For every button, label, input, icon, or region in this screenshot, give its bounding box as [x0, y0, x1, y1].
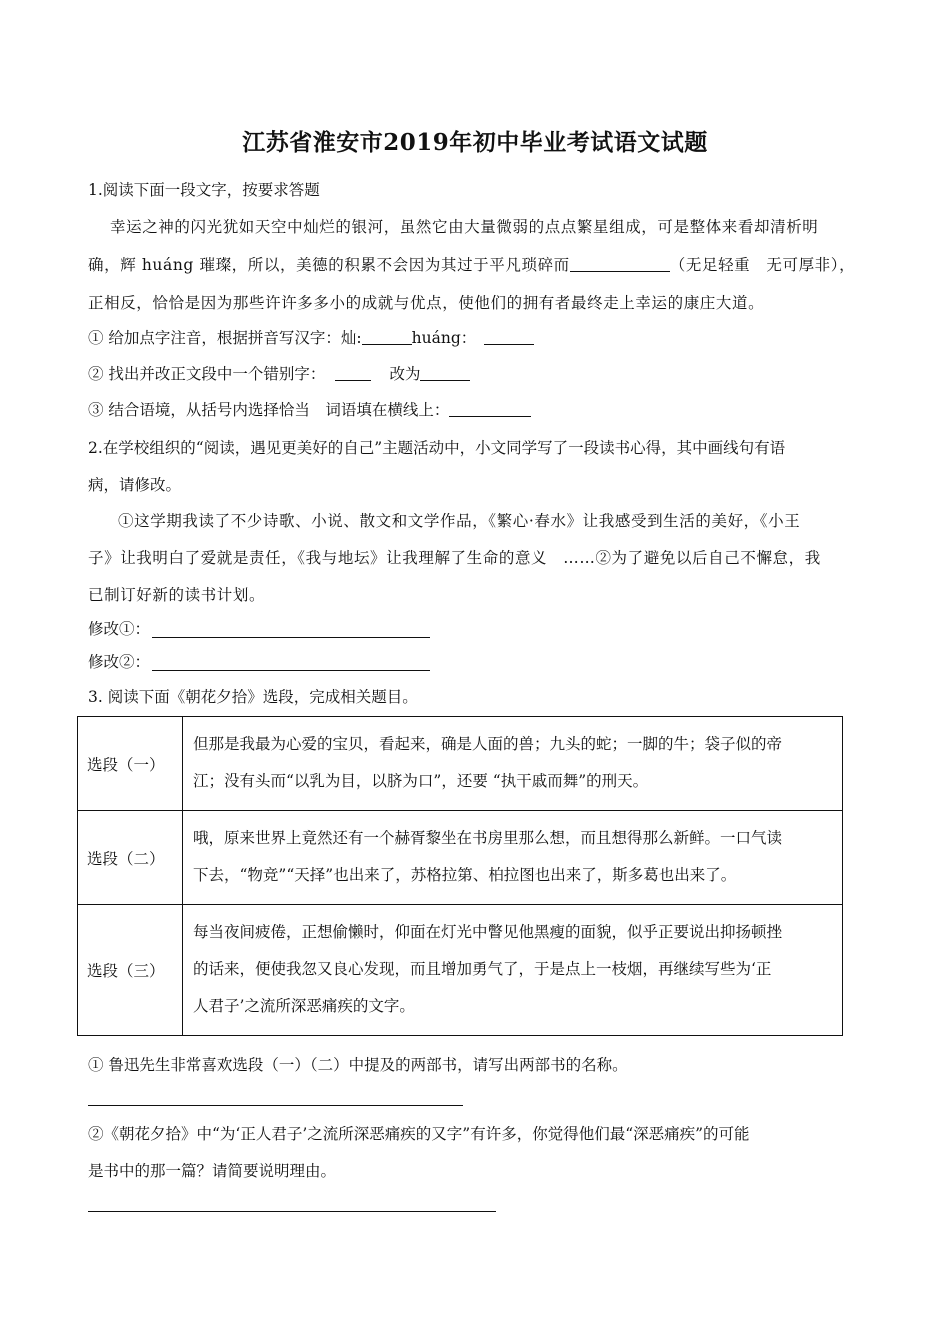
q1-stem: 1.阅读下面一段文字，按要求答题	[88, 181, 320, 199]
q2-passage-line2: 子》让我明白了爱就是责任，《我与地坛》让我理解了生命的意义 ……②为了避免以后自己不懈怠，我	[88, 549, 821, 567]
q3-sub1: ① 鲁迅先生非常喜欢选段（一）（二）中提及的两部书，请写出两部书的名称。	[88, 1056, 628, 1074]
passage-line: 每当夜间疲倦，正想偷懒时，仰面在灯光中瞥见他黑瘦的面貌，似乎正要说出抑扬顿挫	[193, 923, 783, 941]
table-row	[78, 811, 843, 905]
q1-sub3-text: ③ 结合语境，从括号内选择恰当 词语填在横线上：	[88, 401, 450, 419]
q2-stem-line2: 病，请修改。	[88, 476, 182, 494]
passage-line: 哦，原来世界上竟然还有一个赫胥黎坐在书房里那么想，而且想得那么新鲜。一口气读	[193, 829, 783, 847]
passage-table	[77, 716, 843, 1036]
passage-label: 选段（二）	[78, 811, 183, 905]
passage-line: 但那是我最为心爱的宝贝，看起来，确是人面的兽；九头的蛇；一脚的牛；袋子似的帝	[193, 735, 783, 753]
q3-sub2-line2: 是书中的那一篇？请简要说明理由。	[88, 1162, 337, 1180]
q1-sub1	[88, 328, 534, 348]
q1-sub1-text: ① 给加点字注音，根据拼音写汉字：灿:	[88, 329, 362, 347]
passage-text	[183, 905, 843, 1036]
q1-sub3-blank[interactable]	[449, 400, 531, 417]
q2-stem-line1: 2.在学校组织的“阅读，遇见更美好的自己”主题活动中，小文同学写了一段读书心得，其中画线句有语	[88, 439, 786, 457]
exam-title: 江苏省淮安市2019年初中毕业考试语文试题	[242, 129, 708, 156]
q1-passage-line2-text: 确，辉 huáng 璀璨，所以，美德的积累不会因为其过于平凡琐碎而	[88, 256, 570, 274]
q1-passage-line2-options: （无足轻重 无可厚非），	[669, 256, 856, 274]
passage-line: 的话来，便使我忽又良心发现，而且增加勇气了，于是点上一枝烟，再继续写些为‘正	[193, 960, 772, 978]
q1-sub1-text-b: huáng：	[411, 329, 477, 347]
q1-sub2-text: ② 找出并改正文段中一个错别字：	[88, 365, 326, 383]
table-row	[78, 717, 843, 811]
q1-sub2	[88, 364, 470, 384]
q3-stem: 3. 阅读下面《朝花夕拾》选段，完成相关题目。	[88, 688, 418, 706]
q3-sub2-answer-line[interactable]	[88, 1211, 496, 1212]
q1-passage-line1: 幸运之神的闪光犹如天空中灿烂的银河，虽然它由大量微弱的点点繁星组成，可是整体来看却清析明	[110, 218, 819, 236]
passage-label: 选段（一）	[78, 717, 183, 811]
q2-passage-line1: ①这学期我读了不少诗歌、小说、散文和文学作品，《繁心·春水》让我感受到生活的美好，《小王	[118, 512, 801, 530]
table-row	[78, 905, 843, 1036]
q2-fix1-answer-line[interactable]	[152, 637, 430, 638]
q2-fix1-label: 修改①：	[88, 620, 151, 638]
q3-sub1-answer-line[interactable]	[88, 1105, 463, 1106]
q2-passage-line3: 已制订好新的读书计划。	[88, 586, 266, 604]
q2-fix1	[88, 619, 150, 639]
q1-sub2-blank-wrong[interactable]	[335, 364, 371, 381]
q1-passage-line3: 正相反，恰恰是因为那些许许多多小的成就与优点，使他们的拥有者最终走上幸运的康庄大道。	[88, 294, 765, 312]
q1-sub1-blank-pinyin[interactable]	[362, 328, 412, 345]
passage-text	[183, 717, 843, 811]
q1-sub2-text-b: 改为	[389, 365, 421, 383]
q2-fix2-label: 修改②：	[88, 653, 151, 671]
q2-fix2-answer-line[interactable]	[152, 670, 430, 671]
passage-line: 江；没有头而“以乳为目，以脐为口”，还要 “执干戚而舞”的刑天。	[193, 772, 649, 790]
q1-passage-blank[interactable]	[570, 255, 670, 272]
q1-sub1-blank-hanzi[interactable]	[484, 328, 534, 345]
passage-line: 下去，“物竞”“天择”也出来了，苏格拉第、柏拉图也出来了，斯多葛也出来了。	[193, 866, 737, 884]
passage-text	[183, 811, 843, 905]
q3-sub2-line1: ②《朝花夕拾》中“为‘正人君子’之流所深恶痛疾的又字”有许多，你觉得他们最“深恶痛疾”的可能	[88, 1125, 750, 1143]
passage-label: 选段（三）	[78, 905, 183, 1036]
q2-fix2	[88, 652, 150, 672]
passage-line: 人君子’之流所深恶痛疾的文字。	[193, 997, 415, 1015]
q1-sub3	[88, 400, 531, 420]
q1-sub2-blank-correct[interactable]	[420, 364, 470, 381]
q1-passage-line2	[88, 255, 855, 275]
